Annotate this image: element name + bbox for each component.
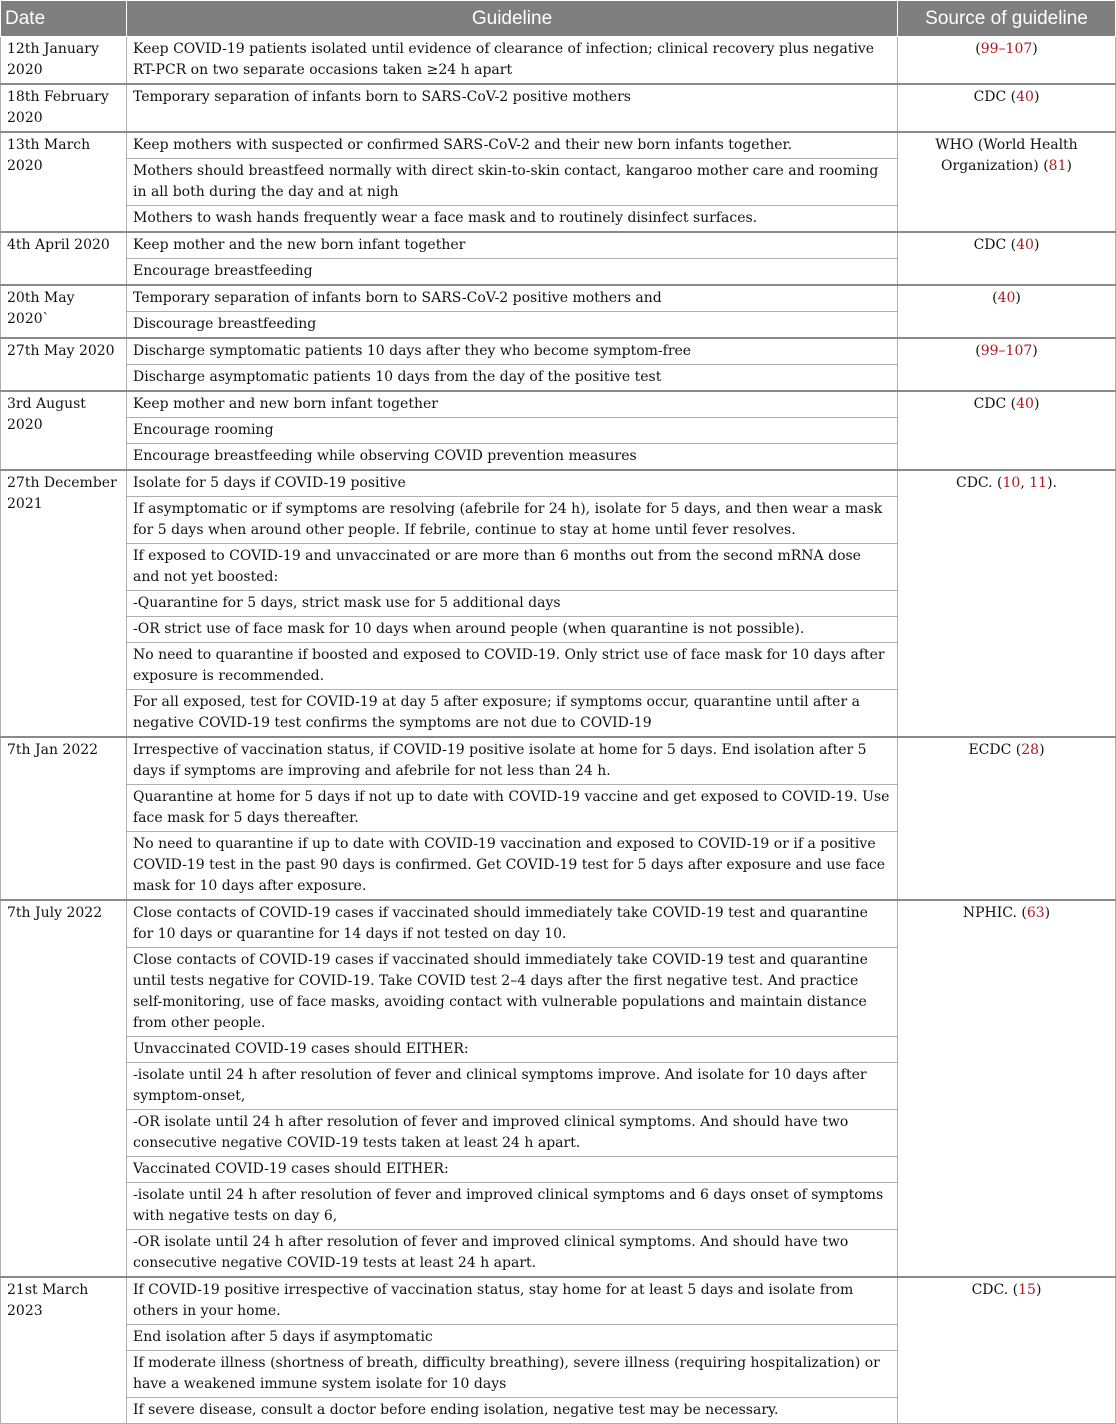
source-text: NPHIC. ( bbox=[962, 905, 1027, 921]
reference-link[interactable]: 81 bbox=[1048, 158, 1067, 174]
guideline-cell: -OR isolate until 24 h after resolution of fever and improved clinical symptoms. And should have two consecutive negative COVID-19 tests at least 24 h apart. bbox=[127, 1230, 898, 1278]
source-text: ) bbox=[1033, 396, 1040, 412]
source-cell bbox=[898, 285, 1116, 338]
guideline-cell: Keep mothers with suspected or confirmed SARS-CoV-2 and their new born infants together. bbox=[127, 132, 898, 159]
table-row bbox=[1, 232, 1116, 259]
guideline-cell: End isolation after 5 days if asymptomatic bbox=[127, 1325, 898, 1351]
guideline-cell: Discourage breastfeeding bbox=[127, 312, 898, 339]
source-text: CDC ( bbox=[973, 396, 1017, 412]
guideline-cell: Vaccinated COVID-19 cases should EITHER: bbox=[127, 1157, 898, 1183]
source-text: ) bbox=[1044, 905, 1051, 921]
guideline-cell: Unvaccinated COVID-19 cases should EITHER: bbox=[127, 1037, 898, 1063]
date-cell: 27th December 2021 bbox=[1, 470, 127, 737]
guideline-cell: If exposed to COVID-19 and unvaccinated or are more than 6 months out from the second mRNA dose and not yet boosted: bbox=[127, 544, 898, 591]
date-cell: 7th July 2022 bbox=[1, 900, 127, 1277]
guideline-cell: -Quarantine for 5 days, strict mask use for 5 additional days bbox=[127, 591, 898, 617]
guideline-cell: Irrespective of vaccination status, if COVID-19 positive isolate at home for 5 days. End isolation after 5 days if symptoms are improving and afebrile for not less than 24 h. bbox=[127, 737, 898, 785]
table-row bbox=[1, 338, 1116, 365]
source-cell bbox=[898, 84, 1116, 132]
table-row bbox=[1, 37, 1116, 85]
source-cell bbox=[898, 37, 1116, 85]
table-row bbox=[1, 1277, 1116, 1325]
reference-link[interactable]: 99–107 bbox=[980, 343, 1033, 359]
source-text: CDC ( bbox=[973, 89, 1017, 105]
source-text: ). bbox=[1047, 475, 1057, 491]
guideline-cell: Temporary separation of infants born to SARS-CoV-2 positive mothers bbox=[127, 84, 898, 132]
source-text: ( bbox=[992, 290, 998, 306]
table-row bbox=[1, 391, 1116, 418]
guideline-cell: Encourage breastfeeding while observing COVID prevention measures bbox=[127, 444, 898, 471]
guideline-cell: Quarantine at home for 5 days if not up to date with COVID-19 vaccine and get exposed to COVID-19. Use face mask for 5 days thereafter. bbox=[127, 785, 898, 832]
guideline-cell: Mothers to wash hands frequently wear a face mask and to routinely disinfect surfaces. bbox=[127, 206, 898, 233]
source-cell bbox=[898, 470, 1116, 737]
table-row bbox=[1, 900, 1116, 948]
guideline-cell: Mothers should breastfeed normally with direct skin-to-skin contact, kangaroo mother care and rooming in all both during the day and at nigh bbox=[127, 159, 898, 206]
header-source: Source of guideline bbox=[898, 1, 1116, 37]
header-guideline: Guideline bbox=[127, 1, 898, 37]
table-row bbox=[1, 470, 1116, 497]
source-cell bbox=[898, 391, 1116, 470]
source-text: CDC. ( bbox=[956, 475, 1003, 491]
source-text: ECDC ( bbox=[968, 742, 1022, 758]
guideline-cell: -OR isolate until 24 h after resolution of fever and improved clinical symptoms. And should have two consecutive negative COVID-19 tests taken at least 24 h apart. bbox=[127, 1110, 898, 1157]
guideline-cell: Close contacts of COVID-19 cases if vaccinated should immediately take COVID-19 test and quarantine until tests negative for COVID-19. Take COVID test 2–4 days after the first negative test. And practice self-monitoring, use of face masks, avoiding contact with vulnerable populations and maintain distance from other people. bbox=[127, 948, 898, 1037]
source-cell bbox=[898, 737, 1116, 900]
guideline-cell: Discharge symptomatic patients 10 days after they who become symptom-free bbox=[127, 338, 898, 365]
reference-link[interactable]: 99–107 bbox=[980, 41, 1033, 57]
reference-link[interactable]: 28 bbox=[1021, 742, 1040, 758]
reference-link[interactable]: 11 bbox=[1029, 475, 1048, 491]
reference-link[interactable]: 40 bbox=[1016, 89, 1034, 105]
guideline-cell: Encourage rooming bbox=[127, 418, 898, 444]
date-cell: 18th February 2020 bbox=[1, 84, 127, 132]
header-row bbox=[1, 1, 1116, 37]
source-cell bbox=[898, 232, 1116, 285]
source-cell bbox=[898, 1277, 1116, 1424]
guideline-cell: Isolate for 5 days if COVID-19 positive bbox=[127, 470, 898, 497]
source-text: CDC ( bbox=[973, 237, 1017, 253]
source-text: ) bbox=[1032, 343, 1038, 359]
reference-link[interactable]: 40 bbox=[1016, 396, 1034, 412]
reference-link[interactable]: 40 bbox=[1016, 237, 1034, 253]
date-cell: 21st March 2023 bbox=[1, 1277, 127, 1424]
source-text: ( bbox=[975, 41, 981, 57]
guideline-cell: Temporary separation of infants born to SARS-CoV-2 positive mothers and bbox=[127, 285, 898, 312]
guideline-cell: Encourage breastfeeding bbox=[127, 259, 898, 286]
source-text: ) bbox=[1033, 237, 1040, 253]
source-text: ( bbox=[975, 343, 981, 359]
reference-link[interactable]: 63 bbox=[1026, 905, 1045, 921]
guideline-cell: For all exposed, test for COVID-19 at day 5 after exposure; if symptoms occur, quarantine until after a negative COVID-19 test confirms the symptoms are not due to COVID-19 bbox=[127, 690, 898, 738]
date-cell: 12th January 2020 bbox=[1, 37, 127, 85]
reference-link[interactable]: 10 bbox=[1002, 475, 1021, 491]
reference-link[interactable]: 15 bbox=[1018, 1282, 1036, 1298]
table-row bbox=[1, 285, 1116, 312]
guideline-cell: If asymptomatic or if symptoms are resolving (afebrile for 24 h), isolate for 5 days, and then wear a mask for 5 days when around other people. If febrile, continue to stay at home until fever resolves. bbox=[127, 497, 898, 544]
source-text: ) bbox=[1035, 1282, 1042, 1298]
source-text: , bbox=[1020, 475, 1030, 491]
table-row bbox=[1, 737, 1116, 785]
date-cell: 27th May 2020 bbox=[1, 338, 127, 391]
guideline-cell: If moderate illness (shortness of breath, difficulty breathing), severe illness (requiring hospitalization) or have a weakened immune system isolate for 10 days bbox=[127, 1351, 898, 1398]
source-text: WHO (World Health Organization) ( bbox=[935, 137, 1078, 174]
guideline-cell: If COVID-19 positive irrespective of vaccination status, stay home for at least 5 days and isolate from others in your home. bbox=[127, 1277, 898, 1325]
guideline-cell: No need to quarantine if up to date with COVID-19 vaccination and exposed to COVID-19 or if a positive COVID-19 test in the past 90 days is confirmed. Get COVID-19 test for 5 days after exposure and use face mask for 10 days after exposure. bbox=[127, 832, 898, 901]
guideline-cell: -isolate until 24 h after resolution of fever and improved clinical symptoms and 6 days onset of symptoms with negative tests on day 6, bbox=[127, 1183, 898, 1230]
reference-link[interactable]: 40 bbox=[997, 290, 1016, 306]
source-text: ) bbox=[1066, 158, 1072, 174]
table-row bbox=[1, 84, 1116, 132]
guideline-cell: Keep COVID-19 patients isolated until evidence of clearance of infection; clinical recovery plus negative RT-PCR on two separate occasions taken ≥24 h apart bbox=[127, 37, 898, 85]
source-cell bbox=[898, 900, 1116, 1277]
date-cell: 13th March 2020 bbox=[1, 132, 127, 232]
source-text: ) bbox=[1032, 41, 1038, 57]
date-cell: 4th April 2020 bbox=[1, 232, 127, 285]
source-cell bbox=[898, 338, 1116, 391]
source-text: ) bbox=[1039, 742, 1045, 758]
header-date: Date bbox=[1, 1, 127, 37]
table-row bbox=[1, 132, 1116, 159]
guideline-cell: -OR strict use of face mask for 10 days when around people (when quarantine is not possible). bbox=[127, 617, 898, 643]
guideline-cell: No need to quarantine if boosted and exposed to COVID-19. Only strict use of face mask for 10 days after exposure is recommended. bbox=[127, 643, 898, 690]
guideline-cell: Keep mother and new born infant together bbox=[127, 391, 898, 418]
source-text: CDC. ( bbox=[971, 1282, 1019, 1298]
guideline-cell: If severe disease, consult a doctor before ending isolation, negative test may be necessary. bbox=[127, 1398, 898, 1424]
table-body bbox=[1, 37, 1116, 1424]
source-cell bbox=[898, 132, 1116, 232]
guideline-cell: -isolate until 24 h after resolution of fever and clinical symptoms improve. And isolate for 10 days after symptom-onset, bbox=[127, 1063, 898, 1110]
guideline-cell: Keep mother and the new born infant together bbox=[127, 232, 898, 259]
guideline-cell: Discharge asymptomatic patients 10 days from the day of the positive test bbox=[127, 365, 898, 392]
date-cell: 20th May 2020` bbox=[1, 285, 127, 338]
date-cell: 3rd August 2020 bbox=[1, 391, 127, 470]
guideline-cell: Close contacts of COVID-19 cases if vaccinated should immediately take COVID-19 test and quarantine for 10 days or quarantine for 14 days if not tested on day 10. bbox=[127, 900, 898, 948]
source-text: ) bbox=[1033, 89, 1040, 105]
date-cell: 7th Jan 2022 bbox=[1, 737, 127, 900]
source-text: ) bbox=[1015, 290, 1021, 306]
